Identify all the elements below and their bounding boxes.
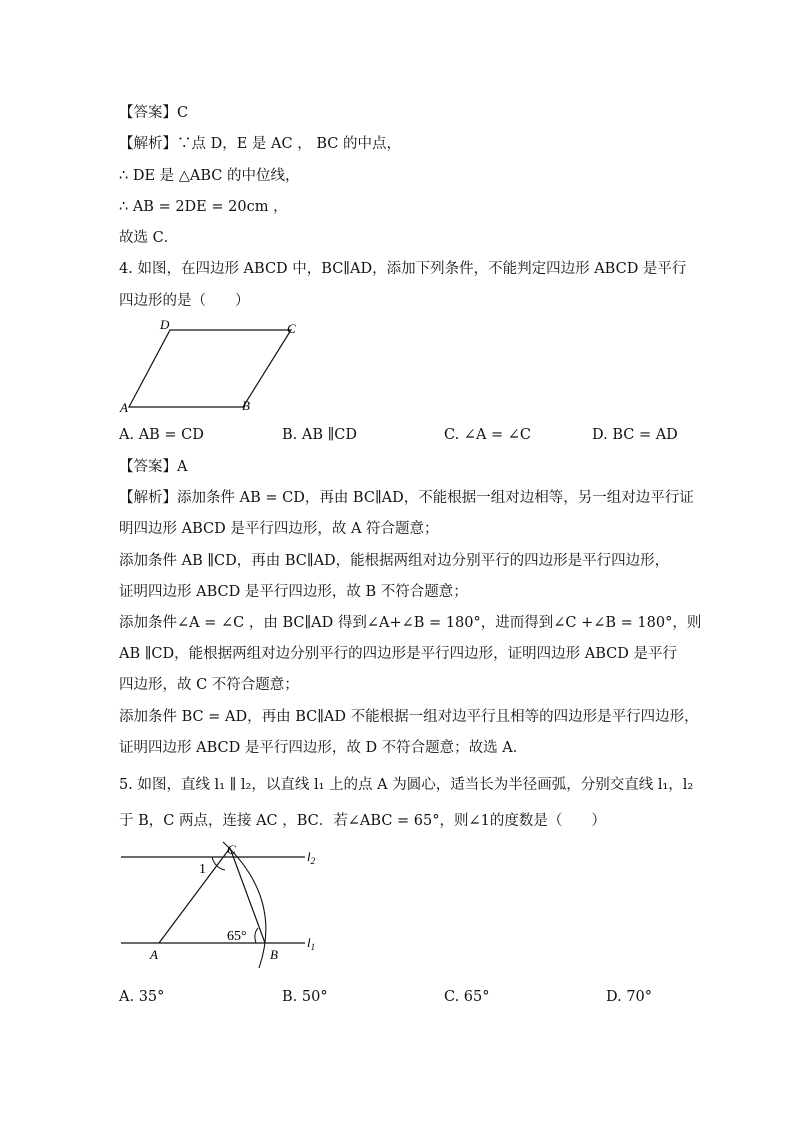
vertex-label-c: C — [287, 321, 296, 336]
line-label-l1: $l_1$ — [307, 935, 316, 952]
figure-q5-parallel-lines — [115, 838, 335, 973]
question-4-text: 四边形的是（ ） — [119, 293, 250, 309]
question-4-text: 4. 如图，在四边形 ABCD 中，BC∥AD，添加下列条件，不能判定四边形 ABCD 是平行 — [119, 261, 687, 277]
point-label-a: A — [150, 947, 158, 962]
question-5-text: 于 B，C 两点，连接 AC ，BC．若∠ABC = 65°，则∠1的度数是（ ） — [119, 813, 606, 829]
angle-65-arc — [255, 928, 258, 943]
q4-choice-c: C. ∠A = ∠C — [444, 427, 532, 443]
compass-arc — [223, 842, 266, 968]
q5-choice-d: D. 70° — [606, 989, 653, 1005]
analysis-line: 明四边形 ABCD 是平行四边形，故 A 符合题意； — [119, 521, 439, 537]
q5-choice-b: B. 50° — [282, 989, 328, 1005]
answer-label-q3: 【答案】C — [119, 105, 189, 121]
analysis-line: 四边形，故 C 不符合题意； — [119, 677, 299, 693]
question-5-text: 5. 如图，直线 l₁ ∥ l₂，以直线 l₁ 上的点 A 为圆心，适当长为半径画弧，分别交直线 l₁，l₂ — [119, 777, 694, 793]
analysis-line: 证明四边形 ABCD 是平行四边形，故 D 不符合题意；故选 A． — [119, 740, 528, 756]
segment-ac — [159, 848, 230, 943]
q4-choice-b: B. AB ∥CD — [282, 427, 358, 443]
point-label-c: C — [227, 842, 236, 857]
parallelogram-shape — [129, 330, 291, 407]
q5-choice-c: C. 65° — [444, 989, 490, 1005]
vertex-label-a: A — [120, 400, 128, 415]
answer-label-q4: 【答案】A — [119, 459, 188, 475]
q4-choice-a: A. AB = CD — [119, 427, 204, 443]
vertex-label-d: D — [160, 317, 170, 332]
q4-choice-d: D. BC = AD — [592, 427, 678, 443]
vertex-label-b: B — [242, 398, 250, 413]
analysis-line: 故选 C． — [119, 230, 179, 246]
q5-choice-a: A. 35° — [119, 989, 165, 1005]
analysis-line: 【解析】添加条件 AB = CD，再由 BC∥AD，不能根据一组对边相等，另一组对边平行证 — [119, 490, 694, 506]
analysis-line: 添加条件 BC = AD，再由 BC∥AD 不能根据一组对边平行且相等的四边形是平行四边形， — [119, 709, 699, 725]
analysis-line: 【解析】∵点 D，E 是 AC ， BC 的中点， — [119, 136, 401, 152]
line-label-l2: $l_2$ — [307, 849, 316, 866]
angle-1-label: 1 — [199, 862, 206, 877]
analysis-line: ∴ AB = 2DE = 20cm ， — [119, 199, 288, 215]
analysis-line: ∴ DE 是 △ABC 的中位线， — [119, 168, 300, 184]
point-label-b: B — [270, 947, 278, 962]
angle-65-label: 65° — [227, 929, 247, 944]
analysis-line: 添加条件∠A = ∠C ，由 BC∥AD 得到∠A+∠B = 180°，进而得到∠C +∠B = 180°，则 — [119, 615, 702, 631]
figure-q4-parallelogram — [115, 315, 315, 420]
analysis-line: 证明四边形 ABCD 是平行四边形，故 B 不符合题意； — [119, 584, 468, 600]
analysis-line: 添加条件 AB ∥CD，再由 BC∥AD，能根据两组对边分别平行的四边形是平行四边形， — [119, 553, 670, 569]
analysis-line: AB ∥CD，能根据两组对边分别平行的四边形是平行四边形，证明四边形 ABCD 是平行 — [119, 646, 677, 662]
